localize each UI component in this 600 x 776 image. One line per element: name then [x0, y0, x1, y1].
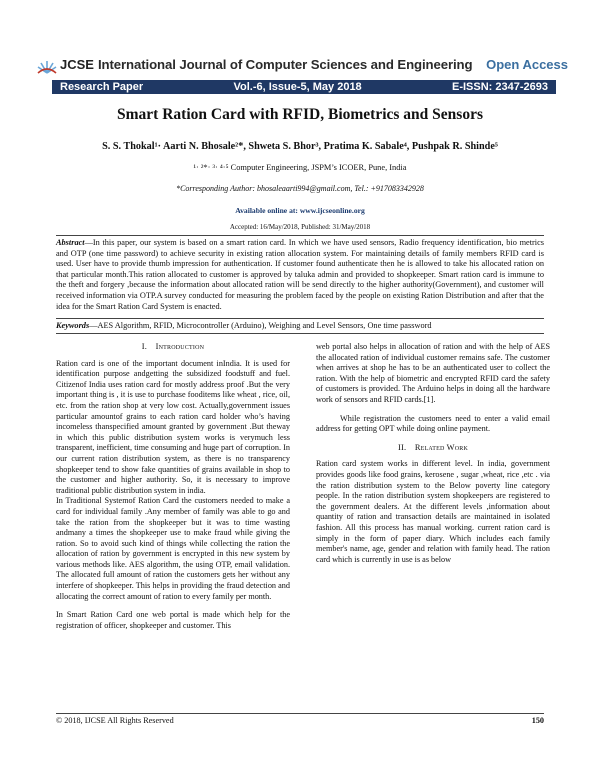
keywords-label: Keywords	[56, 321, 90, 330]
logo-text: JCSE	[60, 56, 94, 72]
corresponding-author: *Corresponding Author: bhosaleaarti994@gmail.com, Tel.: +917083342928	[176, 184, 424, 193]
footer-rule	[56, 713, 544, 714]
accepted-published-dates: Accepted: 16/May/2018, Published: 31/May/2018	[229, 223, 371, 231]
left-column	[56, 342, 290, 631]
paragraph: Ration card is one of the important document inIndia. It is used for identification purpose andgetting the subsidized foodstuff and fuel. Citizenof India uses ration card for mostly address proof .But the very important thing is , it is use to purchase fooditems like wheat , rice, oil, etc. from the ration shop at very low cost. Actually,government issues particular amountof grains to each ration card holder who’s having incomeless thanspecified amount granted by government .But theway in which this public distribution system works is verymuch less transparent, inefficient, time consuming and huge part of corruption. In our current ration distribution system, as there is no transparency shopkeeper tend to show fake quantities of grains available in shop to the customer and higher authority. So, it is necessary to improve traditional public distribution system in india.	[56, 358, 290, 495]
author-list: S. S. Thokal¹· Aarti N. Bhosale²*, Shweta S. Bhor³, Pratima K. Sabale⁴, Pushpak R. Shinde⁵	[102, 141, 498, 152]
journal-header	[36, 50, 568, 78]
paragraph: Ration card system works in different level. In india, government provides goods like food grains, kerosene , sugar ,wheat, rice ,etc . via the ration distribution system to the Below poverty line category people. In the ration distribution system shopkeepers are registered to the government dealers. At the different levels ,information about quantity of ration and transaction details are maintained in isolated fashion. All this process has manual working. current ration card is simply in the form of paper diary. Which includes each family member's name, age, gender and relation with family head. The ration card which is currently in use is as below	[316, 459, 550, 564]
paragraph: web portal also helps in allocation of ration and with the help of AES the allocated ration of individual customer remains safe. The customer when arrives at shop he has to be an authenticated user to collect the ration. With the help of biometric and encrypted RFID card the safety of customers is provided. The Arduino helps in doing all the hardware work of sensors and RFID cards.[1].	[316, 342, 550, 404]
issue-banner	[52, 80, 556, 94]
abstract-text: —In this paper, our system is based on a smart ration card. In which we have used sensors, Radio frequency identification, bio metrics and OTP (one time password) to achieve security in existing ration allocation system. For maintaining details of family members RFID card is used. User have to provide thumb impression for authentication. If customer found authenticate then he is allowed to take his allocated ration on that particular month.This ration allocated to customer is approved by taluka admin and provided to shopkeeper. Smart ration card is immune to the theft and forgery ,because the information about allocated ration will be send directly to the higher authority(Government), and customer will received information via OTP.A survey conducted for measuring the problem faced by the people on existing Ration Distribution and after that the idea for the Smart Ration Card System is enacted.	[56, 238, 544, 311]
right-column	[316, 342, 550, 565]
copyright: © 2018, IJCSE All Rights Reserved	[56, 716, 174, 725]
available-online: Available online at: www.ijcseonline.org	[235, 206, 365, 215]
paragraph: While registration the customers need to enter a valid email address for getting OPT while doing online payment.	[316, 413, 550, 434]
paper-type: Research Paper	[60, 81, 144, 93]
volume-issue: Vol.-6, Issue-5, May 2018	[233, 81, 362, 93]
paragraph: In Traditional Systemof Ration Card the customers needed to make a card for individual family .Any member of family was able to go and take the ration from the shopkeeper but it was to time wasting andmany a times the shopkeeper use to make fraud while giving the ration. So to avoid such kind of things while collecting the ration the allocation of ration by government is encrypted in this new system by various methods like. AES algorithm, the using OTP, email validation. The allocated full amount of ration the customers gets her without any interfere of shopkeeper. This helps in providing the fraud detection and allocating the correct amount of ration to every family per month.	[56, 496, 290, 601]
page-footer	[56, 716, 544, 725]
section-heading-related-work: II. Related Work	[397, 442, 468, 452]
affiliation: ¹· ²*· ³· ⁴·⁵ Computer Engineering, JSPM’s ICOER, Pune, India	[193, 163, 407, 172]
page-number: 150	[531, 716, 544, 725]
keywords-text: —AES Algorithm, RFID, Microcontroller (Arduino), Weighing and Level Sensors, One time password	[89, 321, 432, 330]
open-access-label: Open Access	[486, 56, 568, 72]
sunburst-logo-icon	[36, 53, 58, 75]
paragraph: In Smart Ration Card one web portal is made which help for the registration of officer, shopkeeper and customer. This	[56, 610, 290, 630]
paper-title: Smart Ration Card with RFID, Biometrics and Sensors	[117, 106, 483, 123]
keywords-block	[56, 318, 544, 334]
abstract	[56, 238, 544, 312]
abstract-top-rule	[56, 235, 544, 236]
section-heading-introduction: I. Introduction	[141, 342, 205, 351]
journal-name: International Journal of Computer Sciences and Engineering	[97, 56, 473, 72]
issn: E-ISSN: 2347-2693	[452, 81, 548, 93]
abstract-label: Abstract	[56, 238, 85, 247]
journal-logo	[36, 50, 94, 78]
